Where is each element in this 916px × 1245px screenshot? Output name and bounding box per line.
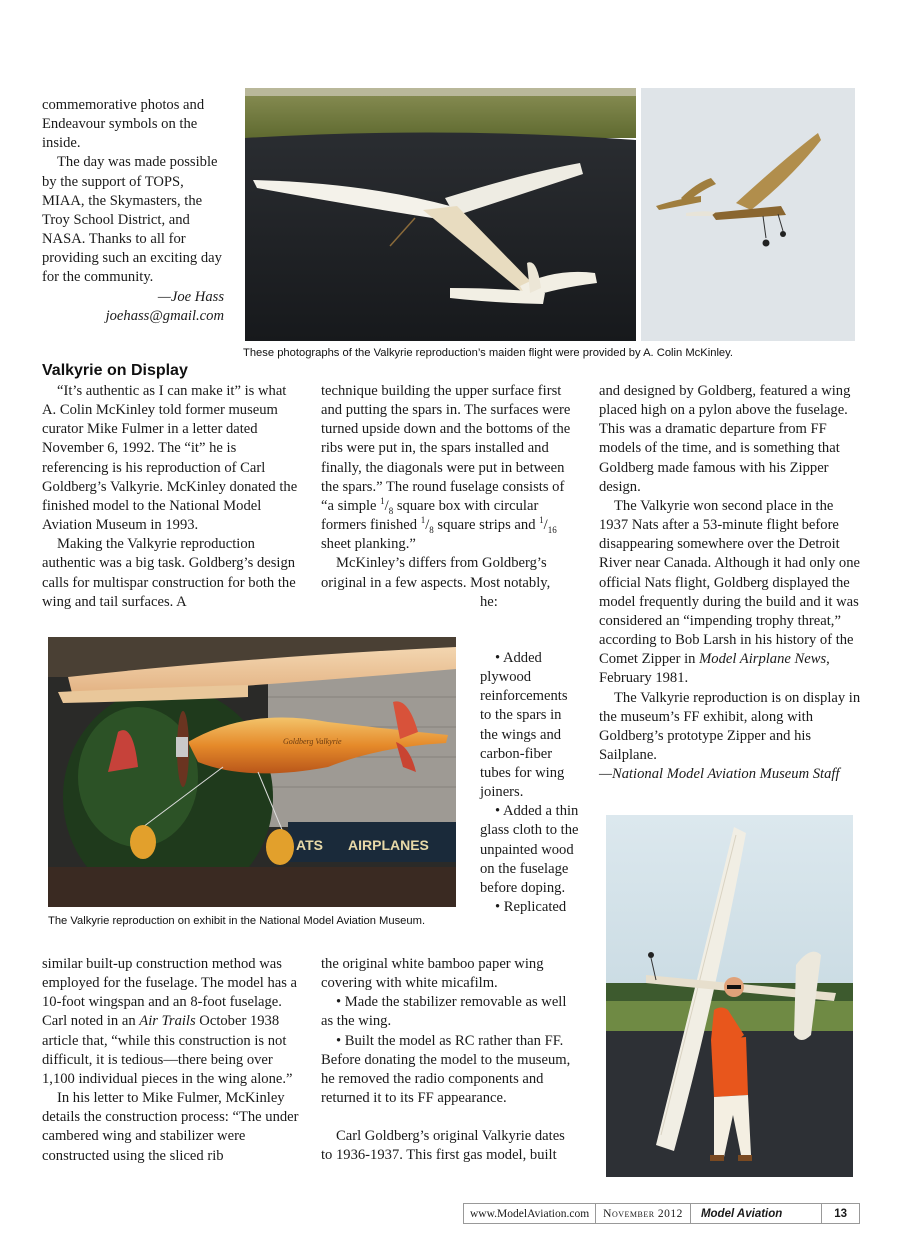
modification-list <box>480 649 580 917</box>
column1-paragraph-1: “It’s authentic as I can make it” is what A. Colin McKinley told former museum curator Mike Fulmer in a letter dated November 6, 1992. The “it” he is referencing is his reproduction of Carl Goldberg’s Valkyrie. McKinley donated the finished model to the National Model Aviation Museum in 1993. <box>42 383 298 534</box>
intro-paragraph-2: The day was made possible by the support of TOPS, MIAA, the Skymasters, the Troy School District, and NASA. Thanks to all for providing such an exciting day for the community. <box>42 154 222 286</box>
modification-bullet-3-start: • Replicated <box>495 899 567 916</box>
maiden-flight-photo-air <box>641 88 855 341</box>
museum-exhibit-photo <box>48 637 456 907</box>
museum-sign-text: AIRPLANES <box>348 837 429 853</box>
page-footer <box>463 1203 860 1224</box>
column2-paragraph-1: technique building the upper surface first and putting the spars in. The surfaces were turned upside down and the bottoms of the ribs were put in, the spars installed and finally, the diagonals were put in between the spars.” The round fuselage consists of “a simple $^1/_8$ square box with circular formers finished $^1/_8$ square strips and $^1/_{16}$ sheet planking.” <box>321 383 571 553</box>
top-photos-caption: These photographs of the Valkyrie reproduction’s maiden flight were provided by A. Colin McKinley. <box>243 347 734 359</box>
column2-paragraph-2: McKinley’s differs from Goldberg’s original in a few aspects. Most notably, <box>321 555 551 591</box>
page-number: 13 <box>834 1207 847 1220</box>
column3-paragraph-2: The Valkyrie won second place in the 1937 Nats after a 53-minute flight before disappearing somewhere over the Detroit River near Canada. Although it had only one official Nats flight, Goldberg displayed the model frequently during the build and it was considered an “impending trophy threat,” according to Bob Larsh in his history of the Comet Zipper in Model Airplane News, February 1981. <box>599 497 861 687</box>
column3-paragraph-1: and designed by Goldberg, featured a wing placed high on a pylon above the fuselage. This was a dramatic departure from FF models of the time, and is something that Goldberg made famous with his Zipper design. <box>599 383 851 495</box>
modification-bullet-5: • Built the model as RC rather than FF. Before donating the model to the museum, he removed the radio components and returned it to its FF appearance. <box>321 1032 571 1107</box>
author-email[interactable]: joehass@gmail.com <box>105 307 224 324</box>
maiden-flight-photo-ground <box>245 88 636 341</box>
intro-column <box>42 96 224 326</box>
modification-bullet-2: • Added a thin glass cloth to the unpainted wood on the fuselage before doping. <box>480 803 579 896</box>
bottom-column1-paragraph-1: similar built-up construction method was employed for the fuselage. The model has a 10-foot wingspan and an 8-foot fuselage. Carl noted in an Air Trails October 1938 article that, “while this construction is not difficult, it is tedious—there being over 1,100 individual pieces in the wing alone.” <box>42 956 298 1087</box>
museum-photo-caption: The Valkyrie reproduction on exhibit in the National Model Aviation Museum. <box>48 915 426 927</box>
intro-paragraph-1: commemorative photos and Endeavour symbols on the inside. <box>42 97 205 152</box>
modification-bullet-1: • Added plywood reinforcements to the spars in the wings and carbon-fiber tubes for wing joiners. <box>480 650 568 801</box>
article-column-1 <box>42 382 300 612</box>
bottom-column2-paragraph-0: the original white bamboo paper wing covering with white micafilm. <box>321 956 544 992</box>
article-column-3 <box>599 382 861 784</box>
mckinley-with-plane-photo <box>606 815 853 1177</box>
author-name: —Joe Hass <box>157 288 224 305</box>
staff-signature: —National Model Aviation Museum Staff <box>599 766 840 783</box>
bottom-column1-paragraph-2: In his letter to Mike Fulmer, McKinley details the construction process: “The under cambered wing and stabilizer were constructed using the sliced rib <box>42 1090 299 1164</box>
footer-issue-date: November 2012 <box>596 1204 691 1223</box>
section-title: Valkyrie on Display <box>42 362 188 379</box>
museum-sign-text-2: ATS <box>296 837 323 853</box>
bottom-column-2 <box>321 955 579 1166</box>
article-column-2 <box>321 382 579 612</box>
bottom-column2-last-paragraph: Carl Goldberg’s original Valkyrie dates to 1936-1937. This first gas model, built <box>321 1128 565 1164</box>
column1-paragraph-2: Making the Valkyrie reproduction authentic was a big task. Goldberg’s design calls for multispar construction for both the wing and tail surfaces. A <box>42 536 296 610</box>
column3-paragraph-3: The Valkyrie reproduction is on display in the museum’s FF exhibit, along with Goldberg’s prototype Zipper and his Sailplane. <box>599 689 861 763</box>
modification-bullet-4: • Made the stabilizer removable as well as the wing. <box>321 994 567 1030</box>
bottom-column-1 <box>42 955 300 1166</box>
footer-magazine-name: Model Aviation <box>691 1204 822 1223</box>
column2-paragraph-2-end: he: <box>480 593 498 610</box>
fuselage-label: Goldberg Valkyrie <box>283 737 342 746</box>
footer-website[interactable]: www.ModelAviation.com <box>464 1204 596 1223</box>
